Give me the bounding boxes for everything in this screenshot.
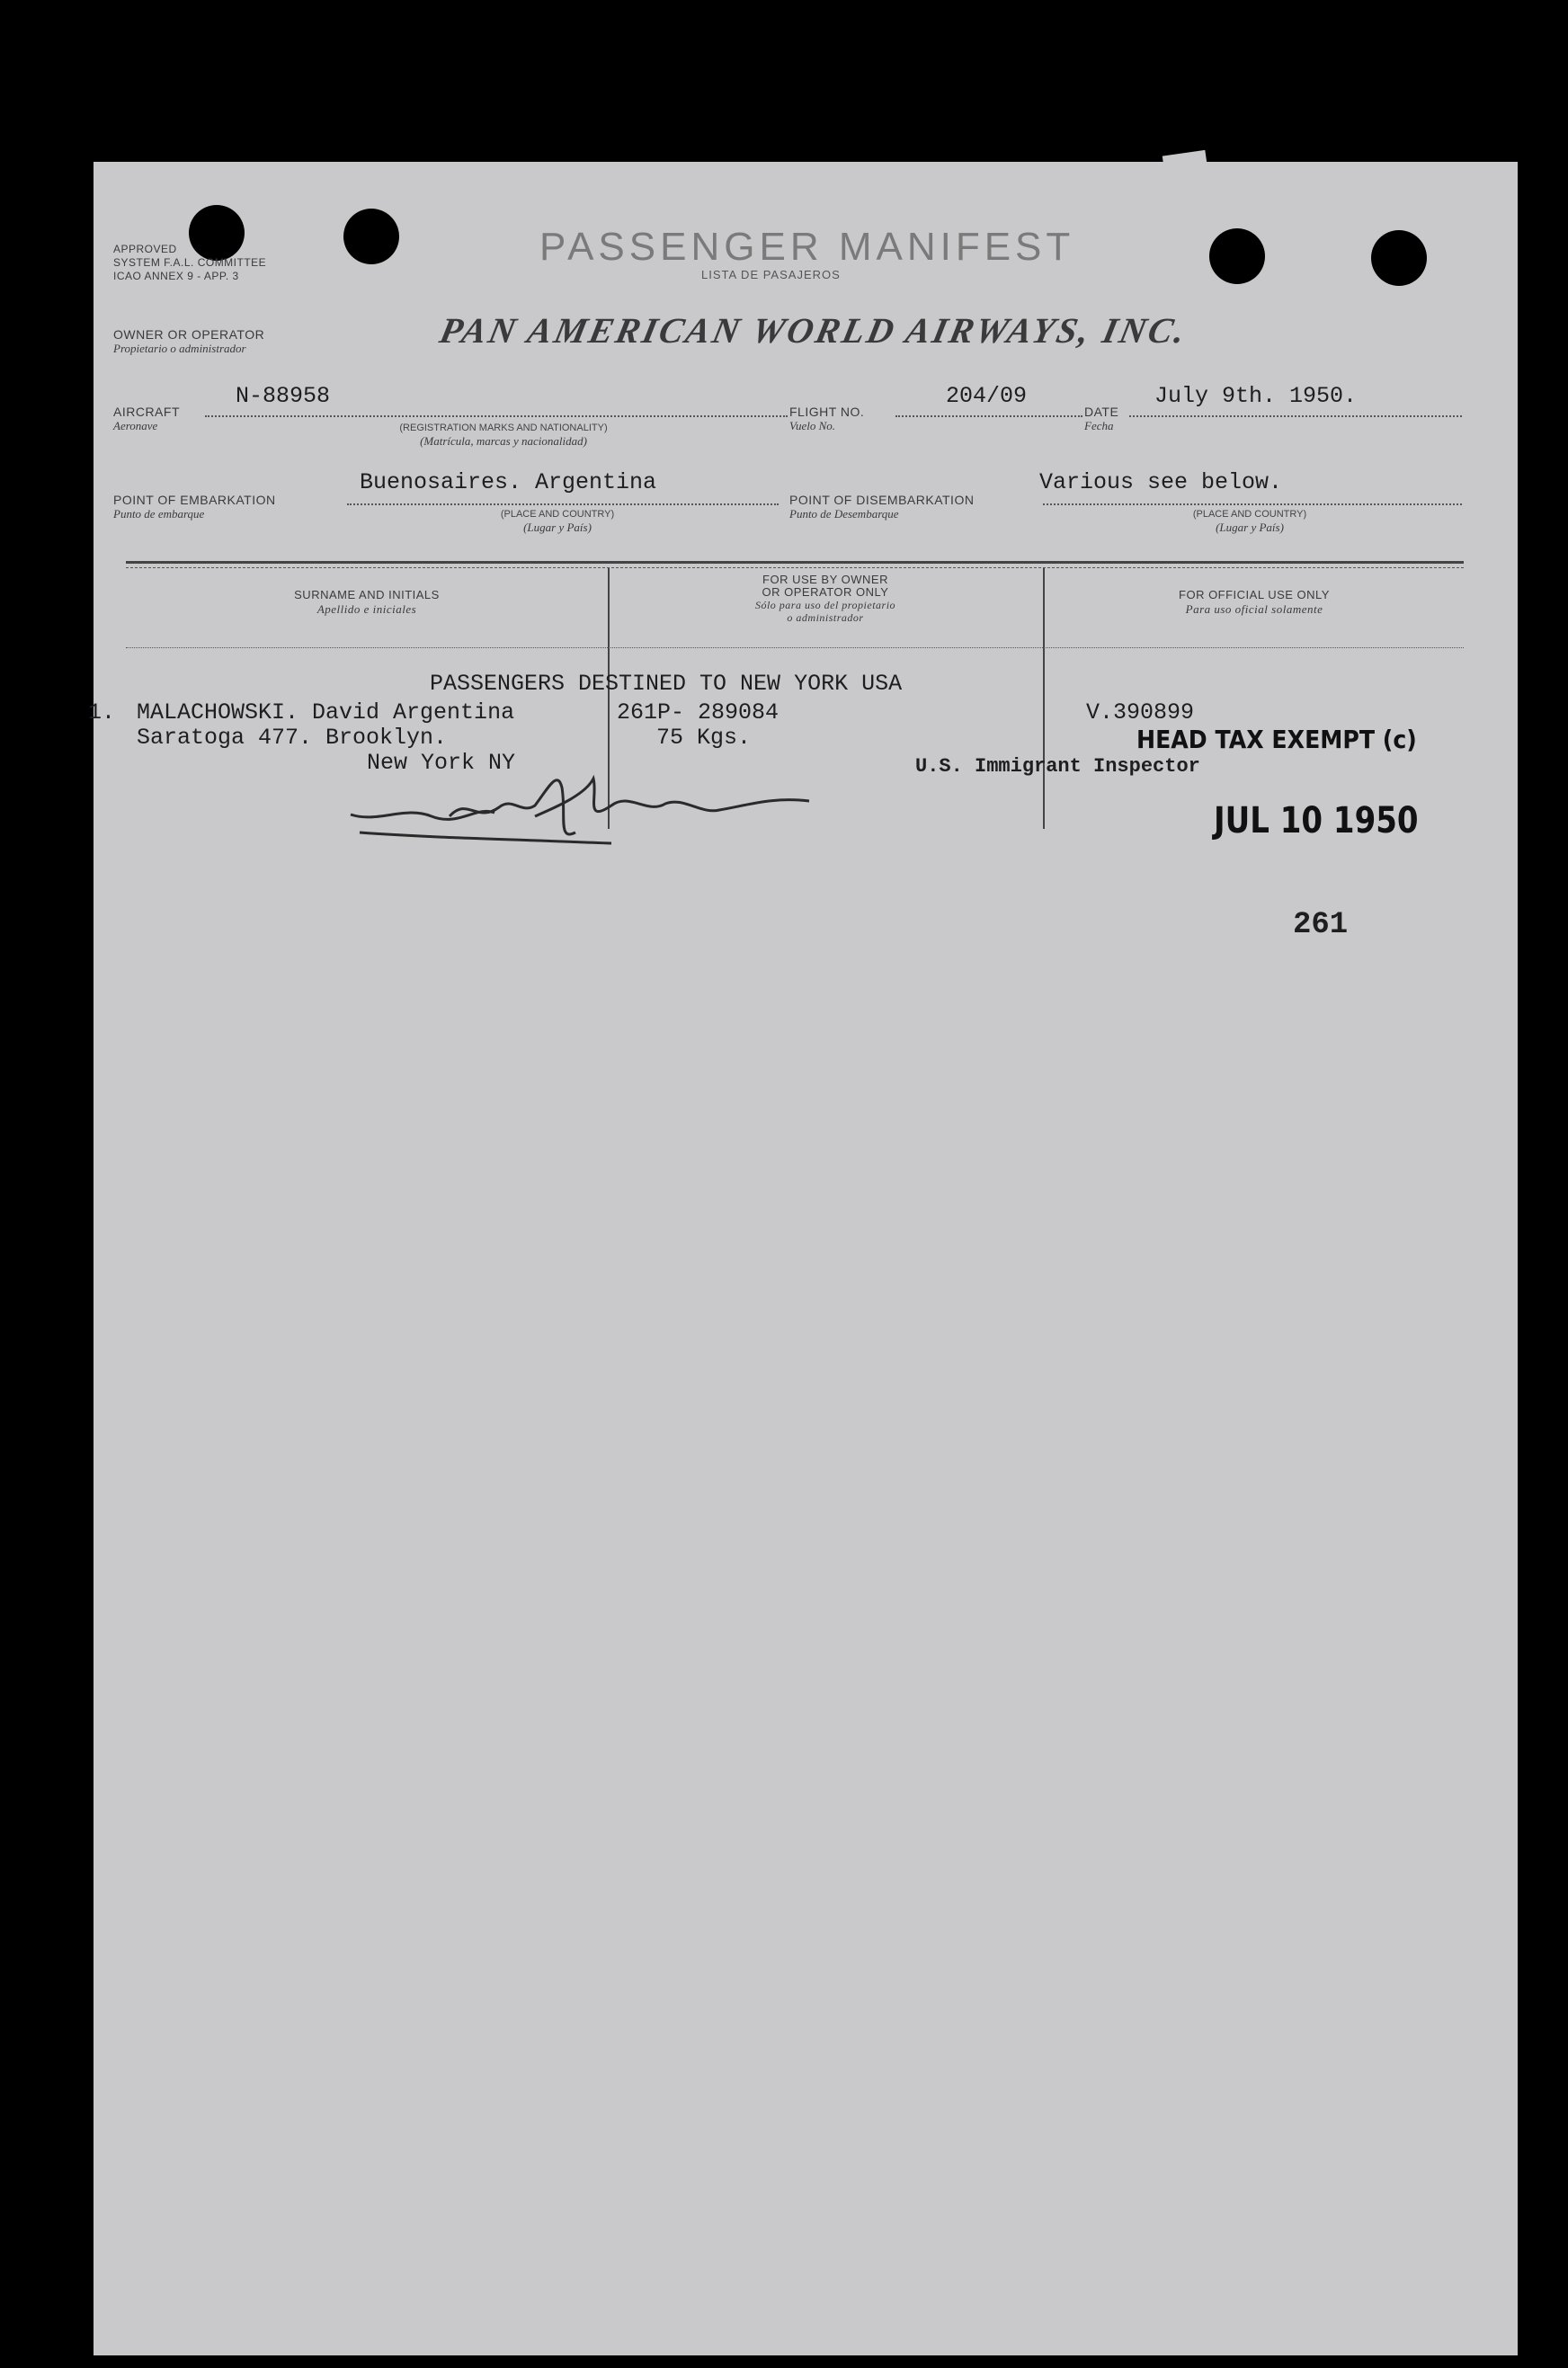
col-official-header-es: Para uso oficial solamente xyxy=(1185,602,1323,616)
disembarkation-value: Various see below. xyxy=(1039,469,1283,495)
inspector-label: U.S. Immigrant Inspector xyxy=(915,755,1200,778)
date-value: July 9th. 1950. xyxy=(1154,383,1358,409)
approved-line: ICAO ANNEX 9 - APP. 3 xyxy=(113,270,239,282)
col-official-header xyxy=(1043,588,1466,617)
manifest-sheet xyxy=(94,162,1518,2355)
flight-label: FLIGHT NO. xyxy=(789,405,865,419)
passenger-name-line: MALACHOWSKI. David Argentina xyxy=(137,699,515,726)
owner-label-es: Propietario o administrador xyxy=(113,342,246,355)
torn-paper-tab xyxy=(1163,150,1211,200)
official-visa-ref: V.390899 xyxy=(1086,699,1195,726)
punch-hole-right-1 xyxy=(1209,228,1265,284)
passenger-number: 1. xyxy=(88,699,116,726)
place-caption-en: (PLACE AND COUNTRY) xyxy=(1192,509,1307,520)
registration-caption-en: (REGISTRATION MARKS AND NATIONALITY) xyxy=(399,423,608,433)
col-official-header-en: FOR OFFICIAL USE ONLY xyxy=(1179,588,1330,601)
inspector-signature xyxy=(342,761,845,859)
flight-label-es: Vuelo No. xyxy=(789,419,836,432)
table-top-rule xyxy=(126,561,1464,564)
col-surname-header-en: SURNAME AND INITIALS xyxy=(294,588,440,601)
approved-line: SYSTEM F.A.L. COMMITTEE xyxy=(113,256,267,269)
disembarkation-label-es: Punto de Desembarque xyxy=(789,507,899,521)
passenger-address-line: Saratoga 477. Brooklyn. xyxy=(137,725,448,751)
date-label-es: Fecha xyxy=(1084,419,1114,432)
passenger-baggage: 75 Kgs. xyxy=(656,725,752,751)
registration-caption xyxy=(351,423,656,449)
col-surname-header-es: Apellido e iniciales xyxy=(316,602,417,616)
owner-label: OWNER OR OPERATOR xyxy=(113,327,265,342)
section-label: PASSENGERS DESTINED TO NEW YORK USA xyxy=(430,671,903,697)
disembarkation-line xyxy=(1043,503,1462,505)
operator-name: PAN AMERICAN WORLD AIRWAYS, INC. xyxy=(436,310,1192,351)
aircraft-line xyxy=(205,415,788,417)
embarkation-label: POINT OF EMBARKATION xyxy=(113,493,276,507)
approved-block xyxy=(113,243,266,283)
table-top-rule-2 xyxy=(126,567,1464,568)
received-date-stamp: JUL 10 1950 xyxy=(1214,800,1419,841)
disembarkation-label: POINT OF DISEMBARKATION xyxy=(789,493,975,507)
passenger-owner-ref: 261P- 289084 xyxy=(617,699,780,726)
page-title: PASSENGER MANIFEST xyxy=(539,225,1075,269)
aircraft-label: AIRCRAFT xyxy=(113,405,180,419)
col-owner-header xyxy=(608,574,1043,624)
place-caption-es: (Lugar y País) xyxy=(523,521,592,534)
place-caption-es: (Lugar y País) xyxy=(1216,521,1284,534)
table-header-rule xyxy=(126,647,1464,648)
aircraft-label-es: Aeronave xyxy=(113,419,158,432)
embarkation-value: Buenosaires. Argentina xyxy=(360,469,657,495)
page-subtitle: LISTA DE PASAJEROS xyxy=(701,268,841,281)
aircraft-value: N-88958 xyxy=(236,383,331,409)
passenger-city-line: New York NY xyxy=(367,750,516,776)
flight-value: 204/09 xyxy=(946,383,1028,409)
punch-hole-left-2 xyxy=(343,209,399,264)
col-owner-header-es-line: Sólo para uso del propietario xyxy=(754,599,896,611)
disembarkation-caption xyxy=(1160,509,1340,535)
embarkation-label-es: Punto de embarque xyxy=(113,507,205,521)
col-surname-header xyxy=(126,588,608,617)
head-tax-exempt-stamp: HEAD TAX EXEMPT (c) xyxy=(1136,725,1417,754)
date-label: DATE xyxy=(1084,405,1119,419)
flight-line xyxy=(895,415,1082,417)
col-owner-header-line: OR OPERATOR ONLY xyxy=(762,585,889,599)
date-line xyxy=(1129,415,1462,417)
embarkation-caption xyxy=(468,509,647,535)
embarkation-line xyxy=(347,503,779,505)
approved-line: APPROVED xyxy=(113,243,177,255)
place-caption-en: (PLACE AND COUNTRY) xyxy=(500,509,615,520)
page-number: 261 xyxy=(1293,908,1349,942)
col-owner-header-line: FOR USE BY OWNER xyxy=(762,573,888,586)
punch-hole-right-2 xyxy=(1371,230,1427,286)
registration-caption-es: (Matrícula, marcas y nacionalidad) xyxy=(420,434,587,448)
col-owner-header-es-line: o administrador xyxy=(787,611,864,624)
